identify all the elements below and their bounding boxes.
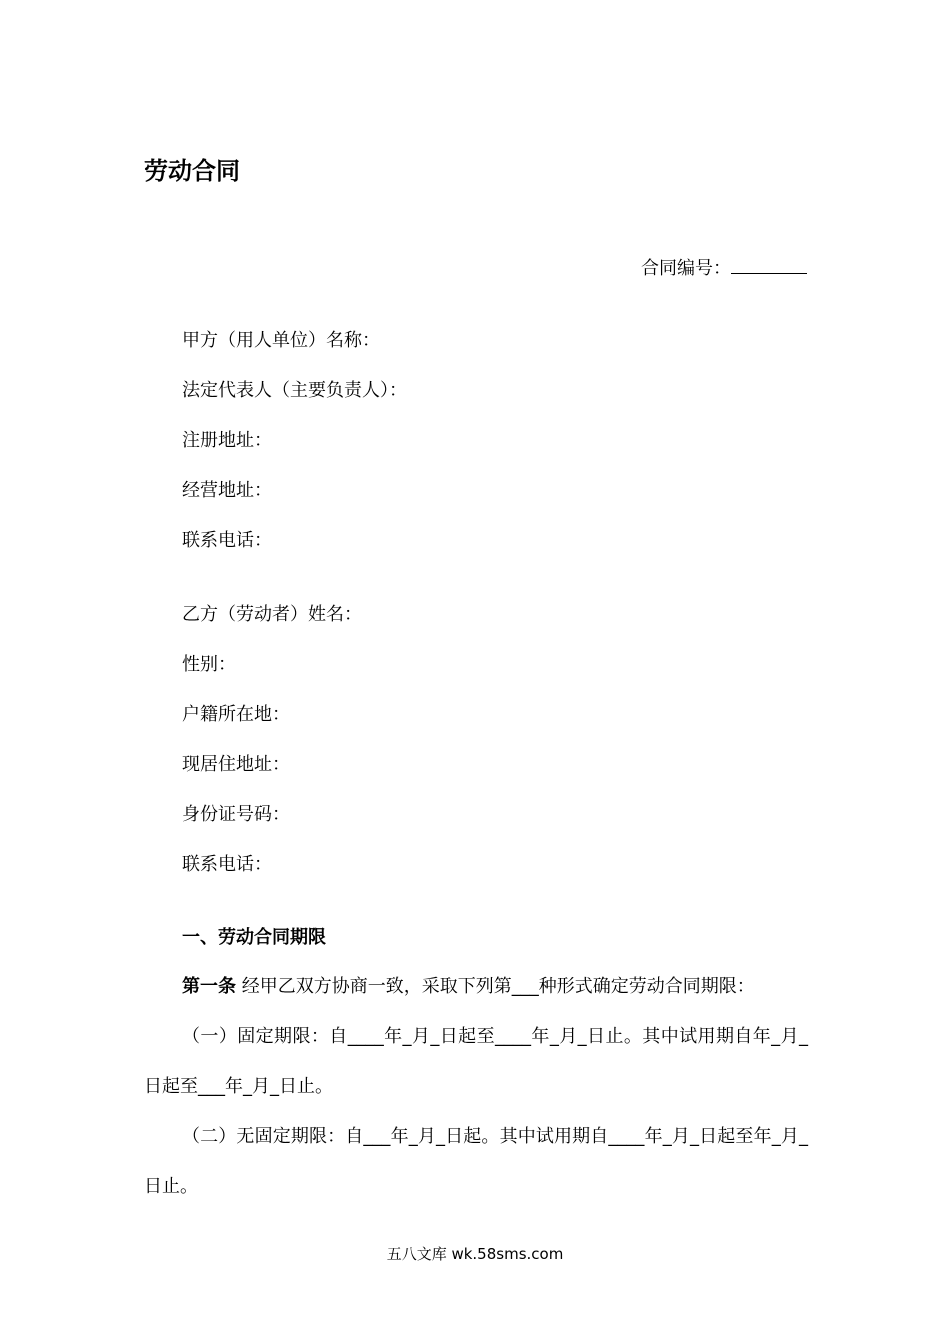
contract-number-blank bbox=[731, 253, 807, 274]
party-a-registered-address-field: 注册地址： bbox=[182, 430, 272, 451]
party-b-id-number-field: 身份证号码： bbox=[182, 804, 290, 825]
contract-number bbox=[641, 253, 807, 283]
party-a-legal-rep-field: 法定代表人（主要负责人）： bbox=[182, 380, 407, 401]
article-1-text: 经甲乙双方协商一致，采取下列第___种形式确定劳动合同期限： bbox=[241, 976, 755, 997]
term-option-open-ended: （二）无固定期限：自___年_月_日起。其中试用期自____年_月_日起至年_月_日止。 bbox=[144, 1126, 808, 1197]
party-a-business-address-field: 经营地址： bbox=[182, 480, 272, 501]
footer-watermark: 五八文库 wk.58sms.com bbox=[386, 1245, 564, 1263]
party-b-name-field: 乙方（劳动者）姓名： bbox=[182, 604, 362, 625]
article-1-paragraph bbox=[144, 962, 808, 1012]
contract-number-label: 合同编号： bbox=[641, 258, 731, 279]
document-title: 劳动合同 bbox=[144, 157, 240, 185]
term-option-fixed: （一）固定期限：自____年_月_日起至____年_月_日止。其中试用期自年_月_日起至___年_月_日止。 bbox=[144, 1026, 808, 1097]
party-b-household-field: 户籍所在地： bbox=[182, 704, 290, 725]
party-b-gender-field: 性别： bbox=[182, 654, 236, 675]
party-b-address-field: 现居住地址： bbox=[182, 754, 290, 775]
article-1-label: 第一条 bbox=[182, 976, 236, 997]
party-a-phone-field: 联系电话： bbox=[182, 530, 272, 551]
party-b-phone-field: 联系电话： bbox=[182, 854, 272, 875]
party-a-name-field: 甲方（用人单位）名称： bbox=[182, 330, 380, 351]
section-heading-contract-term: 一、劳动合同期限 bbox=[182, 927, 326, 948]
